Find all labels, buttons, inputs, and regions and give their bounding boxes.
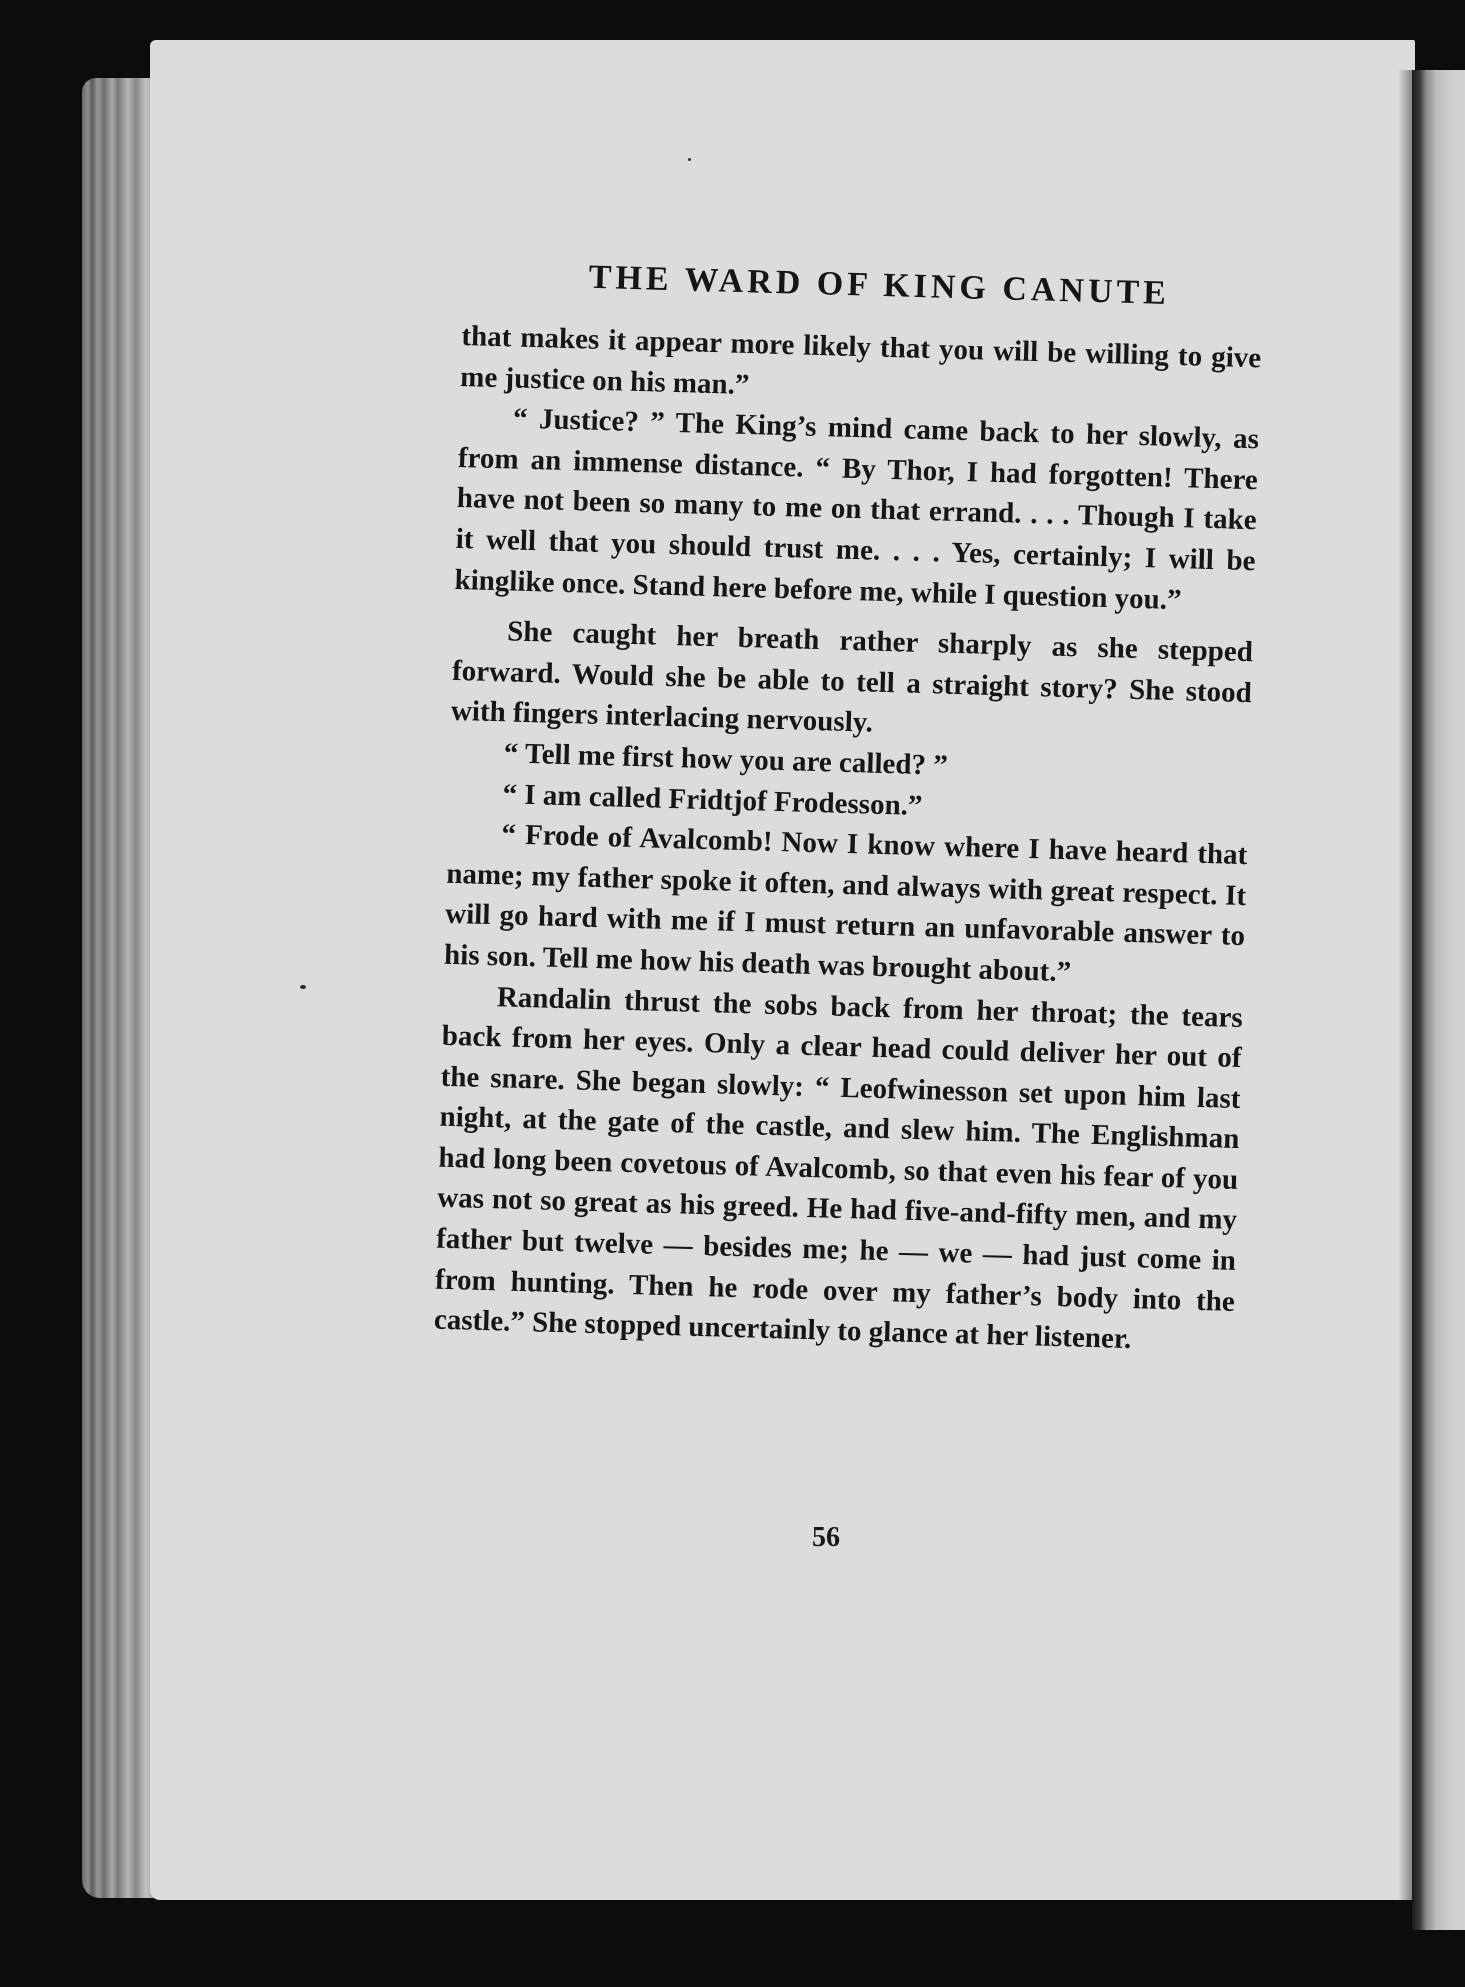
paragraph: Randalin thrust the sobs back from her throat; the tears back from her eyes. Only a clear head could deliver her out of the snare. She began slowly: “ Leofwinesson set upon him last night, at the gate of the castle, and slew him. The Englishman had long been covetous of Avalcomb, so that even his fear of you was not so great as his greed. He had five-and-fifty men, and my father but twelve — besides me; he — we — had just come in from hunting. Then he rode over my father’s body into the castle.” She stopped uncertainly to glance at her listener. <box>433 980 1244 1356</box>
page-number: 56 <box>812 1522 840 1553</box>
paragraph: that makes it appear more likely that you will be willing to give me justice on his man.” <box>459 319 1262 401</box>
running-head: THE WARD OF KING CANUTE <box>588 258 1171 313</box>
facing-page-edge <box>1412 70 1465 1930</box>
body-text <box>433 316 1261 1363</box>
dust-speck <box>300 985 306 989</box>
paragraph: “ Tell me first how you are called? ” <box>503 737 949 782</box>
paragraph: “ Justice? ” The King’s mind came back to her slowly, as from an immense distance. “ By Thor, I had forgotten! There have not been so many to me on that errand. . . . Though I take it well that you should trust me. . . . Yes, certainly; I will be kinglike once. Stand here before me, while I question you.” <box>454 402 1260 616</box>
dust-speck <box>688 158 691 161</box>
paragraph: She caught her breath rather sharply as she stepped forward. Would she be able to tell a straight story? She stood with fingers interlacing nervously. <box>450 615 1254 739</box>
paragraph: “ I am called Fridtjof Frodesson.” <box>502 777 923 822</box>
paragraph: “ Frode of Avalcomb! Now I know where I have heard that name; my father spoke it often, and always with great respect. It will go hard with me if I must return an unfavorable answer to his son. Tell me how his death was brought about.” <box>443 818 1248 989</box>
